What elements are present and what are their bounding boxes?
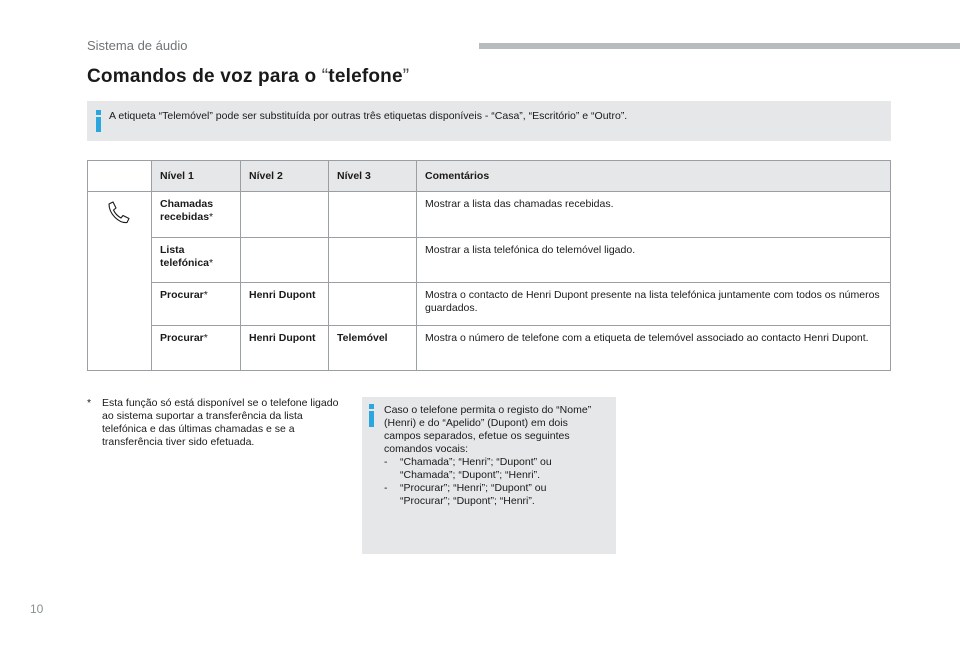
row1-level3 bbox=[329, 192, 417, 238]
list-dash: - bbox=[384, 456, 388, 468]
table-row bbox=[88, 192, 891, 238]
row4-level1: Procurar* bbox=[152, 326, 241, 371]
row2-comment: Mostrar a lista telefónica do telemóvel ligado. bbox=[417, 238, 891, 283]
header-icon-cell bbox=[88, 161, 152, 192]
header-level-2: Nível 2 bbox=[241, 161, 329, 192]
page-title bbox=[87, 66, 409, 88]
row1-level2 bbox=[241, 192, 329, 238]
header-rule bbox=[479, 43, 960, 49]
header-comments: Comentários bbox=[417, 161, 891, 192]
tip-item-line: “Procurar”; “Dupont”; “Henri”. bbox=[400, 495, 535, 507]
row2-level2 bbox=[241, 238, 329, 283]
footnote-mark: * bbox=[87, 397, 92, 409]
footnote-text: Esta função só está disponível se o telefone ligado ao sistema suportar a transferência da lista telefónica e das últimas chamadas e se a transferência tiver sido efetuada. bbox=[102, 397, 339, 448]
phone-icon-cell bbox=[88, 192, 152, 371]
list-dash: - bbox=[384, 482, 388, 494]
row1-comment: Mostrar a lista das chamadas recebidas. bbox=[417, 192, 891, 238]
table-row bbox=[88, 326, 891, 371]
title-main: Comandos de voz para o bbox=[87, 66, 322, 87]
row2-level3 bbox=[329, 238, 417, 283]
header-level-1: Nível 1 bbox=[152, 161, 241, 192]
table-row bbox=[88, 238, 891, 283]
row3-comment: Mostra o contacto de Henri Dupont presente na lista telefónica juntamente com todos os números guardados. bbox=[417, 283, 891, 326]
title-quote-close: ” bbox=[402, 66, 410, 87]
row2-level1: Lista telefónica* bbox=[152, 238, 241, 283]
row3-level1: Procurar* bbox=[152, 283, 241, 326]
section-header: Sistema de áudio bbox=[87, 38, 188, 53]
page-number: 10 bbox=[30, 602, 44, 616]
row4-level2: Henri Dupont bbox=[241, 326, 329, 371]
row1-level1: Chamadas recebidas* bbox=[152, 192, 241, 238]
voice-commands-table bbox=[87, 160, 891, 371]
tip-line: Caso o telefone permita o registo do “Nome” bbox=[384, 404, 592, 416]
table-header-row bbox=[88, 161, 891, 192]
tip-list-item bbox=[384, 482, 609, 508]
tip-line: comandos vocais: bbox=[384, 443, 469, 455]
tip-list-item bbox=[384, 456, 609, 482]
row4-level3: Telemóvel bbox=[329, 326, 417, 371]
info-note-text: A etiqueta “Telemóvel” pode ser substituída por outras três etiquetas disponíveis - “Casa”, “Escritório” e “Outro”. bbox=[109, 110, 628, 122]
tip-line: campos separados, efetue os seguintes bbox=[384, 430, 570, 442]
row3-level2: Henri Dupont bbox=[241, 283, 329, 326]
tip-item-line: “Chamada”; “Henri”; “Dupont” ou bbox=[400, 456, 552, 468]
title-quote-open: “ bbox=[321, 66, 329, 87]
table-row bbox=[88, 283, 891, 326]
tip-item-line: “Chamada”; “Dupont”; “Henri”. bbox=[400, 469, 541, 481]
tip-line: (Henri) e do “Apelido” (Dupont) em dois bbox=[384, 417, 568, 429]
title-word: telefone bbox=[328, 66, 403, 87]
tip-text bbox=[384, 404, 609, 508]
header-level-3: Nível 3 bbox=[329, 161, 417, 192]
row3-level3 bbox=[329, 283, 417, 326]
phone-handset-icon bbox=[88, 192, 151, 232]
tip-item-line: “Procurar”; “Henri”; “Dupont” ou bbox=[400, 482, 547, 494]
row4-comment: Mostra o número de telefone com a etiqueta de telemóvel associado ao contacto Henri Dupont. bbox=[417, 326, 891, 371]
